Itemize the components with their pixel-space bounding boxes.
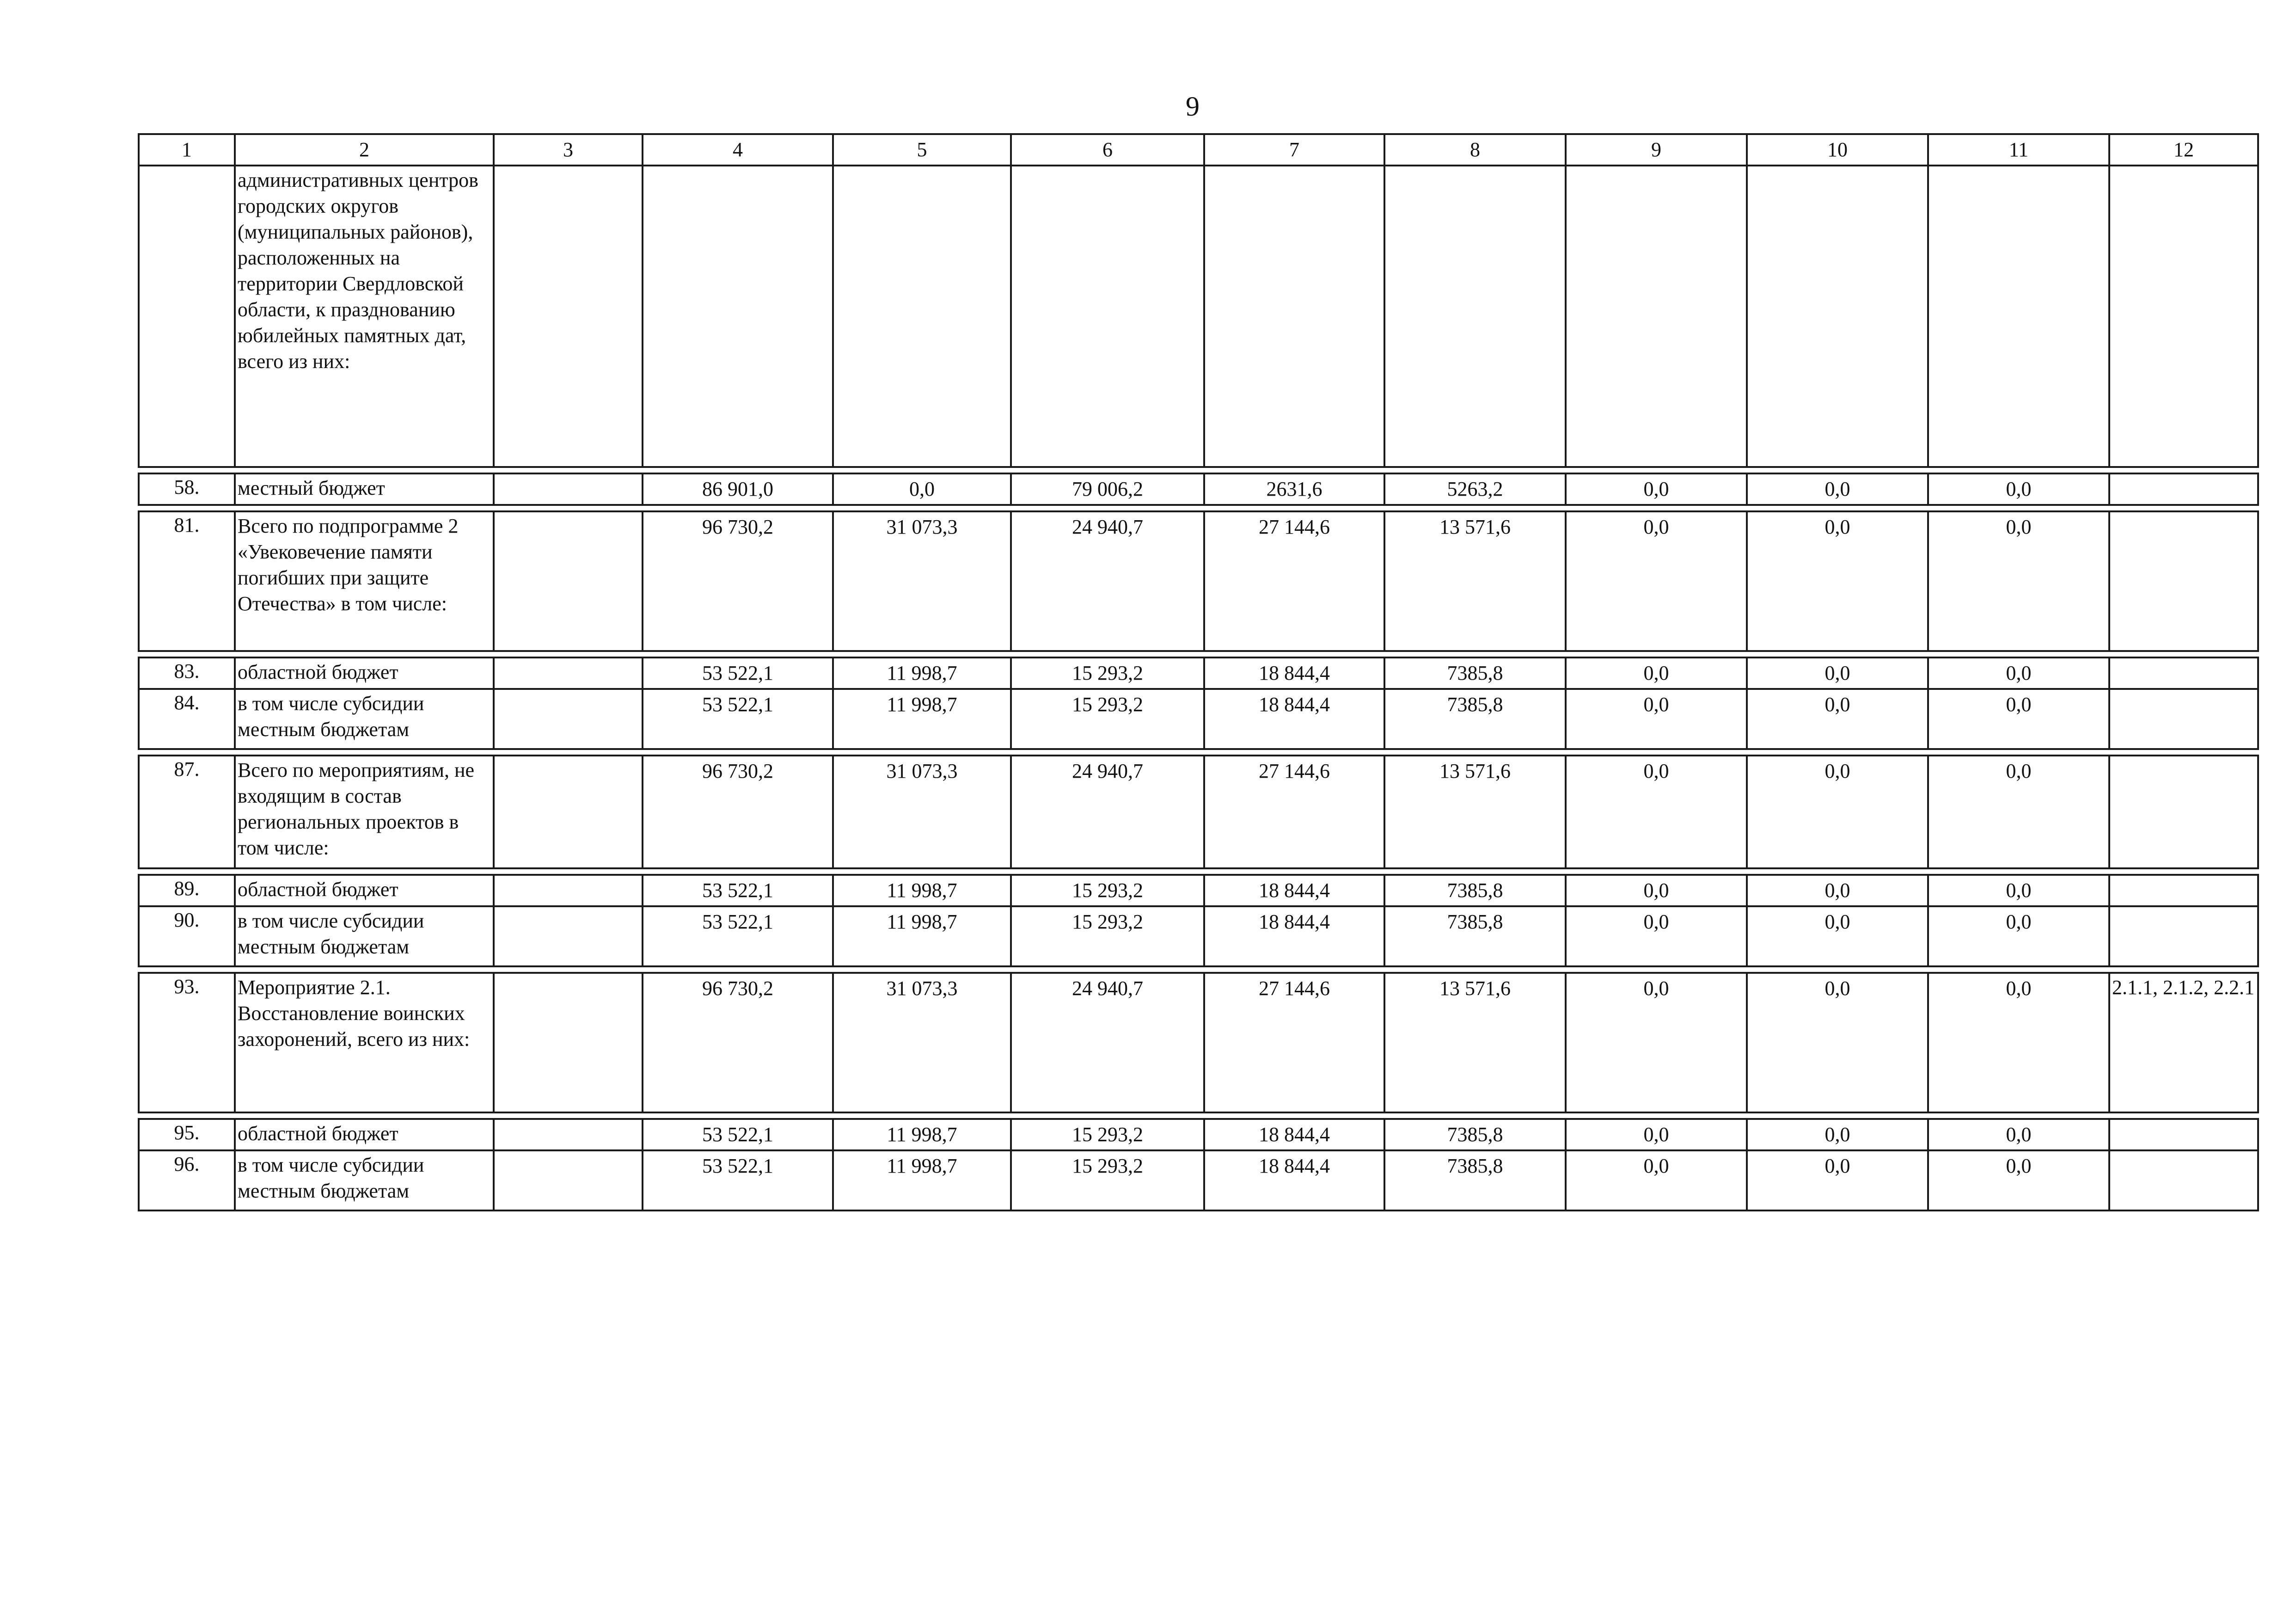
cell-col4: 53 522,1: [643, 1150, 833, 1210]
cell-col11: 0,0: [1928, 1150, 2109, 1210]
cell-col3: [494, 689, 643, 749]
header-cell: 3: [494, 134, 643, 166]
row-gap: [139, 749, 2258, 756]
cell-col10: 0,0: [1747, 1150, 1928, 1210]
row-number: 81.: [139, 511, 235, 651]
cell-col7: 18 844,4: [1204, 657, 1384, 689]
cell-col12: [2109, 875, 2258, 906]
row-gap: [139, 651, 2258, 657]
cell-col3: [494, 906, 643, 966]
cell-col8: 7385,8: [1384, 875, 1566, 906]
cell-col7: 18 844,4: [1204, 875, 1384, 906]
row-gap: [139, 966, 2258, 973]
cell-col6: 15 293,2: [1011, 689, 1204, 749]
cell-col3: [494, 511, 643, 651]
cell-col7: 27 144,6: [1204, 973, 1384, 1112]
cell-col7: 18 844,4: [1204, 906, 1384, 966]
header-cell: 12: [2109, 134, 2258, 166]
cell-col12: [2109, 756, 2258, 868]
table-row: [139, 473, 2258, 505]
cell-col4: 96 730,2: [643, 511, 833, 651]
cell-col6: 15 293,2: [1011, 1150, 1204, 1210]
row-name: областной бюджет: [235, 657, 494, 689]
cell-col11: 0,0: [1928, 756, 2109, 868]
cell-col10: [1747, 166, 1928, 467]
row-number: 84.: [139, 689, 235, 749]
cell-col3: [494, 1119, 643, 1150]
header-cell: 9: [1566, 134, 1747, 166]
budget-table: [138, 133, 2259, 1211]
cell-col3: [494, 166, 643, 467]
cell-col8: 13 571,6: [1384, 973, 1566, 1112]
cell-col3: [494, 657, 643, 689]
gap-cell: [139, 868, 2258, 875]
cell-col9: 0,0: [1566, 473, 1747, 505]
header-cell: 1: [139, 134, 235, 166]
row-number: 89.: [139, 875, 235, 906]
cell-col8: 7385,8: [1384, 906, 1566, 966]
cell-col10: 0,0: [1747, 1119, 1928, 1150]
cell-col7: 18 844,4: [1204, 1119, 1384, 1150]
cell-col6: 15 293,2: [1011, 875, 1204, 906]
cell-col4: 53 522,1: [643, 657, 833, 689]
cell-col12: [2109, 473, 2258, 505]
cell-col8: 7385,8: [1384, 1119, 1566, 1150]
gap-cell: [139, 749, 2258, 756]
cell-col12: [2109, 657, 2258, 689]
cell-col9: 0,0: [1566, 973, 1747, 1112]
cell-col5: 31 073,3: [833, 756, 1011, 868]
table-row: [139, 1150, 2258, 1210]
cell-col7: [1204, 166, 1384, 467]
cell-col6: [1011, 166, 1204, 467]
header-cell: 5: [833, 134, 1011, 166]
row-number: 83.: [139, 657, 235, 689]
row-gap: [139, 868, 2258, 875]
cell-col12: [2109, 511, 2258, 651]
cell-col10: 0,0: [1747, 689, 1928, 749]
cell-col11: 0,0: [1928, 689, 2109, 749]
cell-col11: 0,0: [1928, 511, 2109, 651]
row-number: 96.: [139, 1150, 235, 1210]
cell-col12: [2109, 1150, 2258, 1210]
header-cell: 6: [1011, 134, 1204, 166]
cell-col9: 0,0: [1566, 657, 1747, 689]
cell-col4: 53 522,1: [643, 689, 833, 749]
row-name: в том числе субсидии местным бюджетам: [235, 1150, 494, 1210]
cell-col7: 18 844,4: [1204, 1150, 1384, 1210]
cell-col8: 7385,8: [1384, 1150, 1566, 1210]
cell-col9: 0,0: [1566, 756, 1747, 868]
cell-col9: 0,0: [1566, 511, 1747, 651]
cell-col5: 31 073,3: [833, 511, 1011, 651]
cell-col7: 18 844,4: [1204, 689, 1384, 749]
cell-col10: 0,0: [1747, 473, 1928, 505]
table-row: [139, 657, 2258, 689]
table-row: [139, 689, 2258, 749]
row-name: местный бюджет: [235, 473, 494, 505]
cell-col5: 11 998,7: [833, 1150, 1011, 1210]
cell-col4: 53 522,1: [643, 1119, 833, 1150]
header-cell: 7: [1204, 134, 1384, 166]
cell-col3: [494, 473, 643, 505]
cell-col9: [1566, 166, 1747, 467]
row-name: областной бюджет: [235, 1119, 494, 1150]
cell-col4: 86 901,0: [643, 473, 833, 505]
cell-col6: 15 293,2: [1011, 906, 1204, 966]
table-row: [139, 166, 2258, 467]
cell-col5: 11 998,7: [833, 875, 1011, 906]
cell-col4: 53 522,1: [643, 906, 833, 966]
cell-col6: 24 940,7: [1011, 511, 1204, 651]
gap-cell: [139, 505, 2258, 511]
cell-col8: 7385,8: [1384, 689, 1566, 749]
cell-col5: 11 998,7: [833, 689, 1011, 749]
cell-col11: 0,0: [1928, 973, 2109, 1112]
header-cell: 2: [235, 134, 494, 166]
cell-col10: 0,0: [1747, 875, 1928, 906]
cell-col4: 53 522,1: [643, 875, 833, 906]
cell-col11: 0,0: [1928, 875, 2109, 906]
row-gap: [139, 467, 2258, 473]
row-number: 58.: [139, 473, 235, 505]
row-gap: [139, 505, 2258, 511]
cell-col8: 13 571,6: [1384, 756, 1566, 868]
cell-col8: 5263,2: [1384, 473, 1566, 505]
table-row: [139, 1119, 2258, 1150]
table-row: [139, 511, 2258, 651]
cell-col10: 0,0: [1747, 657, 1928, 689]
cell-col5: 11 998,7: [833, 1119, 1011, 1150]
header-cell: 4: [643, 134, 833, 166]
cell-col7: 27 144,6: [1204, 756, 1384, 868]
header-cell: 10: [1747, 134, 1928, 166]
row-name: административных центров городских округов (муниципальных районов), расположенных на территории Свердловской области, к празднованию юбилейных памятных дат, всего из них:: [235, 166, 494, 467]
cell-col7: 27 144,6: [1204, 511, 1384, 651]
row-number: 90.: [139, 906, 235, 966]
cell-col9: 0,0: [1566, 689, 1747, 749]
table-header-row: [139, 134, 2258, 166]
cell-col9: 0,0: [1566, 906, 1747, 966]
cell-col5: 0,0: [833, 473, 1011, 505]
cell-col8: 7385,8: [1384, 657, 1566, 689]
row-name: в том числе субсидии местным бюджетам: [235, 689, 494, 749]
table-row: [139, 875, 2258, 906]
cell-col11: 0,0: [1928, 1119, 2109, 1150]
cell-col4: [643, 166, 833, 467]
table-row: [139, 906, 2258, 966]
row-name: Всего по подпрограмме 2 «Увековечение памяти погибших при защите Отечества» в том числе:: [235, 511, 494, 651]
cell-col5: 11 998,7: [833, 906, 1011, 966]
cell-col9: 0,0: [1566, 875, 1747, 906]
row-name: областной бюджет: [235, 875, 494, 906]
cell-col11: 0,0: [1928, 657, 2109, 689]
cell-col5: [833, 166, 1011, 467]
cell-col12: [2109, 1119, 2258, 1150]
gap-cell: [139, 966, 2258, 973]
cell-col7: 2631,6: [1204, 473, 1384, 505]
row-name: в том числе субсидии местным бюджетам: [235, 906, 494, 966]
gap-cell: [139, 467, 2258, 473]
cell-col9: 0,0: [1566, 1150, 1747, 1210]
row-number: 95.: [139, 1119, 235, 1150]
cell-col6: 24 940,7: [1011, 756, 1204, 868]
cell-col6: 24 940,7: [1011, 973, 1204, 1112]
cell-col10: 0,0: [1747, 511, 1928, 651]
table-row: [139, 756, 2258, 868]
row-number: 87.: [139, 756, 235, 868]
cell-col4: 96 730,2: [643, 973, 833, 1112]
cell-col12: 2.1.1, 2.1.2, 2.2.1: [2109, 973, 2258, 1112]
cell-col3: [494, 1150, 643, 1210]
cell-col6: 15 293,2: [1011, 1119, 1204, 1150]
cell-col11: 0,0: [1928, 906, 2109, 966]
cell-col10: 0,0: [1747, 756, 1928, 868]
cell-col6: 15 293,2: [1011, 657, 1204, 689]
row-name: Мероприятие 2.1. Восстановление воинских захоронений, всего из них:: [235, 973, 494, 1112]
row-number: [139, 166, 235, 467]
cell-col12: [2109, 906, 2258, 966]
cell-col3: [494, 875, 643, 906]
table-row: [139, 973, 2258, 1112]
header-cell: 11: [1928, 134, 2109, 166]
cell-col11: [1928, 166, 2109, 467]
cell-col9: 0,0: [1566, 1119, 1747, 1150]
cell-col11: 0,0: [1928, 473, 2109, 505]
cell-col12: [2109, 166, 2258, 467]
cell-col3: [494, 756, 643, 868]
cell-col5: 11 998,7: [833, 657, 1011, 689]
page-number: 9: [1186, 91, 1200, 122]
cell-col8: [1384, 166, 1566, 467]
gap-cell: [139, 651, 2258, 657]
header-cell: 8: [1384, 134, 1566, 166]
gap-cell: [139, 1112, 2258, 1119]
cell-col3: [494, 973, 643, 1112]
cell-col12: [2109, 689, 2258, 749]
cell-col6: 79 006,2: [1011, 473, 1204, 505]
cell-col10: 0,0: [1747, 906, 1928, 966]
row-name: Всего по мероприятиям, не входящим в состав региональных проектов в том числе:: [235, 756, 494, 868]
cell-col5: 31 073,3: [833, 973, 1011, 1112]
cell-col10: 0,0: [1747, 973, 1928, 1112]
cell-col8: 13 571,6: [1384, 511, 1566, 651]
row-number: 93.: [139, 973, 235, 1112]
cell-col4: 96 730,2: [643, 756, 833, 868]
row-gap: [139, 1112, 2258, 1119]
